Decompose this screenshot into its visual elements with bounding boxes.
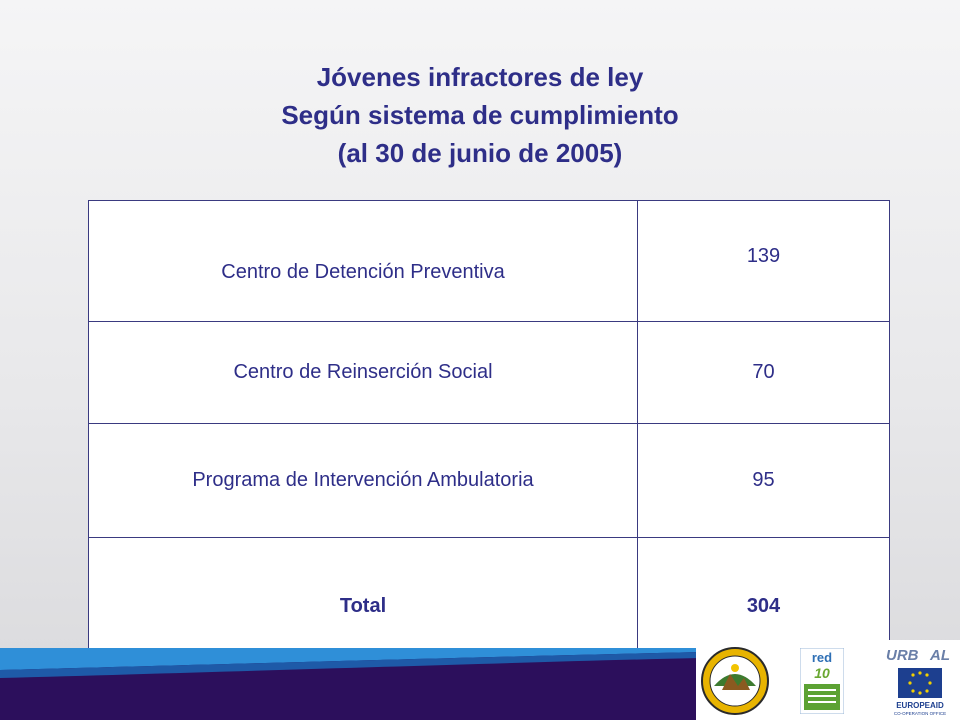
total-value: 304 (638, 538, 890, 655)
compliance-table (88, 200, 890, 655)
slide-title (0, 58, 960, 172)
red-10-logo (800, 648, 844, 714)
table-row (89, 424, 890, 538)
europeaid-subtext: CO-OPERATION OFFICE (893, 711, 947, 716)
footer-swoosh (0, 648, 700, 720)
title-line-1: Jóvenes infractores de ley (316, 62, 644, 92)
title-line-3: (al 30 de junio de 2005) (337, 138, 623, 168)
table-row (89, 322, 890, 424)
red-logo-text: red (811, 650, 833, 665)
total-row (89, 538, 890, 655)
row-value: 95 (638, 424, 890, 538)
red-logo-number: 10 (814, 665, 830, 681)
urbal-logo-text-2: AL (930, 647, 950, 664)
table-row (89, 201, 890, 322)
row-value: 139 (638, 201, 890, 322)
municipality-seal-logo (700, 646, 770, 716)
logo-strip (696, 640, 960, 720)
europeaid-text: EUROPEAID (896, 701, 944, 710)
row-label: Centro de Detención Preventiva (89, 201, 638, 322)
row-label: Programa de Intervención Ambulatoria (89, 424, 638, 538)
row-label: Centro de Reinserción Social (89, 322, 638, 424)
total-label: Total (89, 538, 638, 655)
row-value: 70 (638, 322, 890, 424)
urbal-logo-text: URB (886, 647, 919, 664)
title-line-2: Según sistema de cumplimiento (281, 100, 679, 130)
urbal-europeaid-logo (884, 644, 956, 718)
